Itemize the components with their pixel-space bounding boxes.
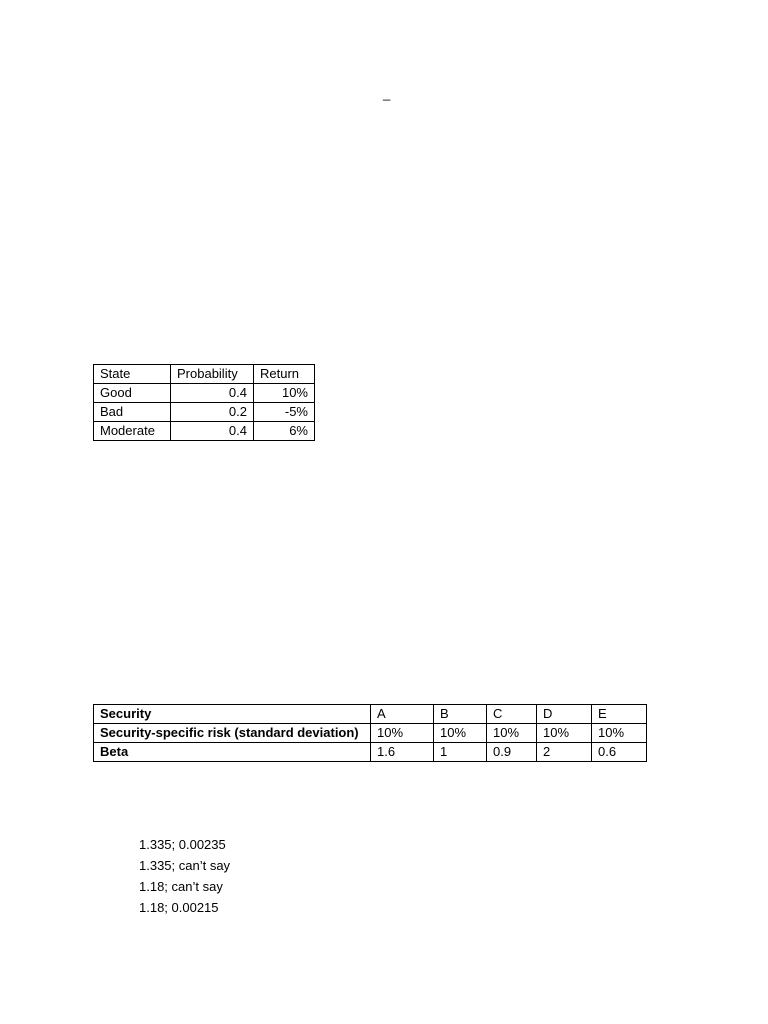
header-return: Return bbox=[254, 365, 315, 384]
cell-beta-a: 1.6 bbox=[371, 743, 434, 762]
row-label-beta: Beta bbox=[94, 743, 371, 762]
cell-security-a: A bbox=[371, 705, 434, 724]
top-mark: _ bbox=[383, 86, 391, 101]
table-row bbox=[94, 743, 647, 762]
cell-beta-c: 0.9 bbox=[487, 743, 537, 762]
cell-state: Good bbox=[94, 384, 171, 403]
table-header-row bbox=[94, 365, 315, 384]
table-row bbox=[94, 705, 647, 724]
table-row bbox=[94, 422, 315, 441]
cell-risk-b: 10% bbox=[434, 724, 487, 743]
cell-security-c: C bbox=[487, 705, 537, 724]
cell-return: -5% bbox=[254, 403, 315, 422]
cell-probability: 0.4 bbox=[171, 422, 254, 441]
row-label-security: Security bbox=[94, 705, 371, 724]
answer-options bbox=[139, 834, 230, 918]
option-item: 1.18; 0.00215 bbox=[139, 900, 219, 915]
cell-return: 6% bbox=[254, 422, 315, 441]
cell-probability: 0.4 bbox=[171, 384, 254, 403]
cell-state: Bad bbox=[94, 403, 171, 422]
cell-probability: 0.2 bbox=[171, 403, 254, 422]
cell-security-e: E bbox=[592, 705, 647, 724]
cell-beta-b: 1 bbox=[434, 743, 487, 762]
probability-table bbox=[93, 364, 315, 441]
cell-security-b: B bbox=[434, 705, 487, 724]
option-item: 1.335; 0.00235 bbox=[139, 837, 226, 852]
row-label-specific-risk: Security-specific risk (standard deviation) bbox=[94, 724, 371, 743]
cell-return: 10% bbox=[254, 384, 315, 403]
cell-security-d: D bbox=[537, 705, 592, 724]
cell-state: Moderate bbox=[94, 422, 171, 441]
table-row bbox=[94, 724, 647, 743]
header-state: State bbox=[94, 365, 171, 384]
cell-risk-a: 10% bbox=[371, 724, 434, 743]
cell-beta-d: 2 bbox=[537, 743, 592, 762]
table-row bbox=[94, 384, 315, 403]
option-item: 1.335; can’t say bbox=[139, 858, 231, 873]
cell-beta-e: 0.6 bbox=[592, 743, 647, 762]
cell-risk-e: 10% bbox=[592, 724, 647, 743]
cell-risk-c: 10% bbox=[487, 724, 537, 743]
option-item: 1.18; can’t say bbox=[139, 879, 223, 894]
table-row bbox=[94, 403, 315, 422]
header-probability: Probability bbox=[171, 365, 254, 384]
cell-risk-d: 10% bbox=[537, 724, 592, 743]
security-table bbox=[93, 704, 647, 762]
